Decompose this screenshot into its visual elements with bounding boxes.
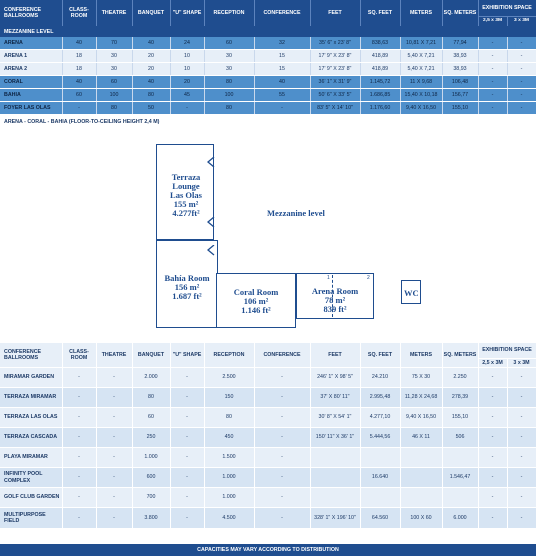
cell-u-shape: - — [170, 508, 204, 529]
arena-area-m2: 78 m² — [324, 295, 346, 305]
cell-sq-meters: 38,93 — [442, 63, 478, 76]
cell-u-shape: - — [170, 448, 204, 468]
cell-exh-large: - — [507, 368, 536, 388]
cell-reception: 80 — [204, 102, 254, 115]
cell-exh-small: - — [478, 368, 507, 388]
cell-sq-feet: 64.560 — [360, 508, 400, 529]
cell-feet: 246' 1" X 98' 5" — [310, 368, 360, 388]
cell-u-shape: 24 — [170, 37, 204, 50]
terraza-area-ft2: 4.277ft² — [172, 208, 200, 218]
cell-feet: 36' 1" X 31' 9" — [310, 76, 360, 89]
cell-exh-large: - — [507, 408, 536, 428]
cell-name: PLAYA MIRAMAR — [0, 448, 62, 468]
cell-feet — [310, 468, 360, 488]
cell-sq-feet: 418,89 — [360, 63, 400, 76]
bahia-label — [156, 274, 218, 301]
cell-conference: - — [254, 508, 310, 529]
cell-banquet: 2.000 — [132, 368, 170, 388]
cell-name: ARENA 2 — [0, 63, 62, 76]
bottom-header-reception: RECEPTION — [204, 343, 254, 368]
cell-reception: 80 — [204, 76, 254, 89]
bottom-header-theatre: THEATRE — [96, 343, 132, 368]
cell-exh-small: - — [478, 408, 507, 428]
header-banquet: BANQUET — [132, 0, 170, 26]
cell-reception: 100 — [204, 89, 254, 102]
bottom-header-exh-small: 2,5 x 3M — [478, 359, 507, 368]
cell-classroom: - — [62, 468, 96, 488]
cell-reception: 450 — [204, 428, 254, 448]
mezzanine-row — [0, 63, 536, 76]
bottom-header-sq-meters: SQ. METERS — [442, 343, 478, 368]
cell-sq-meters: 155,10 — [442, 102, 478, 115]
cell-classroom: - — [62, 508, 96, 529]
cell-reception: 4.500 — [204, 508, 254, 529]
cell-u-shape: 10 — [170, 63, 204, 76]
mezzanine-row — [0, 37, 536, 50]
cell-exh-small: - — [478, 37, 507, 50]
cell-meters: 15,40 X 10,18 — [400, 89, 442, 102]
section-mezzanine-level: MEZZANINE LEVEL — [0, 26, 536, 37]
cell-sq-meters: 2.250 — [442, 368, 478, 388]
cell-feet: 37' X 80' 11" — [310, 388, 360, 408]
cell-reception: 60 — [204, 37, 254, 50]
header-theatre: THEATRE — [96, 0, 132, 26]
cell-name: GOLF CLUB GARDEN — [0, 488, 62, 508]
capacities-footnote: CAPACITIES MAY VARY ACCORDING TO DISTRIBUTION — [0, 544, 536, 556]
cell-name: ARENA 1 — [0, 50, 62, 63]
cell-feet: 30' 8" X 54' 1" — [310, 408, 360, 428]
cell-exh-small: - — [478, 488, 507, 508]
cell-reception: 30 — [204, 50, 254, 63]
arena-section-2: 2 — [367, 275, 370, 281]
cell-exh-small: - — [478, 50, 507, 63]
cell-theatre: - — [96, 448, 132, 468]
header-u-shape: "U" SHAPE — [170, 0, 204, 26]
cell-exh-large: - — [507, 448, 536, 468]
cell-meters: 11 X 9,68 — [400, 76, 442, 89]
coral-area-m2: 106 m² — [243, 296, 269, 306]
cell-sq-meters: 77,94 — [442, 37, 478, 50]
cell-classroom: - — [62, 488, 96, 508]
cell-exh-large: - — [507, 508, 536, 529]
cell-banquet: 250 — [132, 428, 170, 448]
cell-banquet: 40 — [132, 76, 170, 89]
header-classroom: CLASS-ROOM — [62, 0, 96, 26]
cell-classroom: 18 — [62, 50, 96, 63]
header-reception: RECEPTION — [204, 0, 254, 26]
cell-theatre: - — [96, 488, 132, 508]
cell-name: FOYER LAS OLAS — [0, 102, 62, 115]
cell-feet: 17' 9" X 23' 8" — [310, 50, 360, 63]
venue-row — [0, 508, 536, 529]
cell-exh-small: - — [478, 428, 507, 448]
cell-sq-feet — [360, 448, 400, 468]
cell-theatre: - — [96, 368, 132, 388]
cell-exh-small: - — [478, 468, 507, 488]
header-feet: FEET — [310, 0, 360, 26]
cell-u-shape: 10 — [170, 50, 204, 63]
terraza-name-1: Terraza — [171, 172, 201, 182]
cell-banquet: 700 — [132, 488, 170, 508]
cell-sq-feet: 1.176,60 — [360, 102, 400, 115]
cell-theatre: - — [96, 408, 132, 428]
cell-exh-large: - — [507, 468, 536, 488]
cell-reception: 150 — [204, 388, 254, 408]
cell-name: TERRAZA CASCADA — [0, 428, 62, 448]
cell-exh-small: - — [478, 388, 507, 408]
cell-reception: 2.500 — [204, 368, 254, 388]
cell-exh-large: - — [507, 37, 536, 50]
coral-area-ft2: 1.146 ft² — [241, 305, 271, 315]
cell-theatre: 80 — [96, 102, 132, 115]
arena-area-ft2: 839 ft² — [323, 304, 347, 314]
venue-row — [0, 488, 536, 508]
cell-meters — [400, 448, 442, 468]
cell-sq-feet: 4.277,10 — [360, 408, 400, 428]
cell-classroom: - — [62, 428, 96, 448]
cell-banquet: 80 — [132, 89, 170, 102]
bottom-header-exhibition-space: EXHIBITION SPACE — [478, 343, 536, 359]
cell-meters — [400, 468, 442, 488]
cell-meters — [400, 488, 442, 508]
cell-exh-small: - — [478, 76, 507, 89]
cell-banquet: 600 — [132, 468, 170, 488]
cell-feet — [310, 448, 360, 468]
cell-u-shape: - — [170, 468, 204, 488]
mezzanine-row — [0, 76, 536, 89]
bottom-header-u-shape: "U" SHAPE — [170, 343, 204, 368]
cell-reception: 1.000 — [204, 468, 254, 488]
cell-classroom: - — [62, 102, 96, 115]
cell-classroom: 40 — [62, 37, 96, 50]
cell-theatre: - — [96, 468, 132, 488]
cell-name: CORAL — [0, 76, 62, 89]
cell-sq-meters — [442, 488, 478, 508]
cell-name: MIRAMAR GARDEN — [0, 368, 62, 388]
cell-sq-meters: 156,77 — [442, 89, 478, 102]
arena-name: Arena Room — [311, 286, 359, 296]
cell-classroom: - — [62, 388, 96, 408]
wc-label: WC — [404, 288, 419, 298]
cell-u-shape: - — [170, 368, 204, 388]
cell-classroom: - — [62, 368, 96, 388]
cell-conference: 55 — [254, 89, 310, 102]
cell-meters: 11,28 X 24,68 — [400, 388, 442, 408]
bottom-header-ballrooms: CONFERENCE BALLROOMS — [0, 343, 62, 368]
terraza-name-2: Lounge — [172, 181, 200, 191]
cell-meters: 5,40 X 7,21 — [400, 63, 442, 76]
venue-row — [0, 448, 536, 468]
cell-exh-small: - — [478, 63, 507, 76]
outdoor-capacity-table — [0, 343, 536, 529]
cell-banquet: 60 — [132, 408, 170, 428]
cell-banquet: 1.000 — [132, 448, 170, 468]
cell-exh-large: - — [507, 76, 536, 89]
cell-banquet: 20 — [132, 63, 170, 76]
cell-classroom: 60 — [62, 89, 96, 102]
cell-sq-feet: 2.995,48 — [360, 388, 400, 408]
header-meters: METERS — [400, 0, 442, 26]
cell-exh-small: - — [478, 89, 507, 102]
cell-sq-meters: 106,48 — [442, 76, 478, 89]
cell-conference: - — [254, 388, 310, 408]
cell-name: BAHIA — [0, 89, 62, 102]
cell-conference: - — [254, 368, 310, 388]
cell-exh-large: - — [507, 63, 536, 76]
mezzanine-floor-plan — [0, 137, 536, 343]
mezzanine-row — [0, 50, 536, 63]
mezzanine-row — [0, 89, 536, 102]
cell-sq-meters: 6.000 — [442, 508, 478, 529]
cell-exh-large: - — [507, 488, 536, 508]
coral-label — [216, 288, 296, 315]
venue-row — [0, 388, 536, 408]
cell-theatre: - — [96, 388, 132, 408]
bottom-header-exh-large: 3 x 3M — [507, 359, 536, 368]
terraza-name-3: Las Olas — [170, 190, 202, 200]
cell-banquet: 40 — [132, 37, 170, 50]
cell-banquet: 3.800 — [132, 508, 170, 529]
cell-name: TERRAZA LAS OLAS — [0, 408, 62, 428]
cell-exh-large: - — [507, 50, 536, 63]
bahia-zigzag-edge — [206, 245, 220, 259]
cell-exh-small: - — [478, 102, 507, 115]
cell-theatre: 100 — [96, 89, 132, 102]
coral-name: Coral Room — [233, 287, 279, 297]
cell-conference: - — [254, 408, 310, 428]
header-exh-small: 2,5 x 3M — [478, 17, 507, 27]
cell-sq-meters: 1.546,47 — [442, 468, 478, 488]
cell-name: INFINITY POOL COMPLEX — [0, 468, 62, 488]
cell-sq-meters: 278,39 — [442, 388, 478, 408]
cell-u-shape: - — [170, 408, 204, 428]
cell-sq-feet: 5.444,56 — [360, 428, 400, 448]
venue-row — [0, 408, 536, 428]
cell-sq-meters: 38,93 — [442, 50, 478, 63]
cell-theatre: 30 — [96, 63, 132, 76]
bottom-header-banquet: BANQUET — [132, 343, 170, 368]
cell-conference: - — [254, 102, 310, 115]
cell-sq-feet — [360, 488, 400, 508]
cell-name: TERRAZA MIRAMAR — [0, 388, 62, 408]
terraza-area-m2: 155 m² — [173, 199, 199, 209]
cell-sq-feet: 418,89 — [360, 50, 400, 63]
cell-feet: 35' 6" x 23' 8" — [310, 37, 360, 50]
cell-name: MULTIPURPOSE FIELD — [0, 508, 62, 529]
cell-meters: 9,40 X 16,50 — [400, 102, 442, 115]
cell-conference: 15 — [254, 63, 310, 76]
cell-feet: 83' 5" X 14' 10" — [310, 102, 360, 115]
cell-sq-feet: 838,63 — [360, 37, 400, 50]
arena-section-1: 1 — [327, 275, 330, 281]
bottom-header-classroom: CLASS-ROOM — [62, 343, 96, 368]
cell-theatre: - — [96, 428, 132, 448]
cell-meters: 9,40 X 16,50 — [400, 408, 442, 428]
cell-reception: 30 — [204, 63, 254, 76]
mezzanine-capacity-table — [0, 0, 536, 128]
bottom-header-meters: METERS — [400, 343, 442, 368]
cell-sq-feet: 24.210 — [360, 368, 400, 388]
cell-conference: - — [254, 428, 310, 448]
cell-feet: 150' 11" X 36' 1" — [310, 428, 360, 448]
cell-meters: 46 X 11 — [400, 428, 442, 448]
cell-sq-feet: 1.686,85 — [360, 89, 400, 102]
cell-feet — [310, 488, 360, 508]
cell-classroom: - — [62, 448, 96, 468]
cell-meters: 100 X 60 — [400, 508, 442, 529]
cell-u-shape: - — [170, 488, 204, 508]
cell-exh-large: - — [507, 102, 536, 115]
cell-sq-meters — [442, 448, 478, 468]
header-sq-feet: SQ. FEET — [360, 0, 400, 26]
cell-theatre: 60 — [96, 76, 132, 89]
header-exhibition-space: EXHIBITION SPACE — [478, 0, 536, 17]
mezzanine-level-label: Mezzanine level — [267, 208, 325, 218]
cell-conference: 15 — [254, 50, 310, 63]
cell-exh-large: - — [507, 388, 536, 408]
header-sq-meters: SQ. METERS — [442, 0, 478, 26]
cell-u-shape: - — [170, 102, 204, 115]
cell-conference: - — [254, 488, 310, 508]
cell-meters: 10,81 X 7,21 — [400, 37, 442, 50]
cell-sq-meters: 155,10 — [442, 408, 478, 428]
terraza-label — [160, 173, 212, 218]
cell-sq-meters: 506 — [442, 428, 478, 448]
arena-label — [296, 287, 374, 314]
bottom-header-sq-feet: SQ. FEET — [360, 343, 400, 368]
bottom-header-conference: CONFERENCE — [254, 343, 310, 368]
cell-theatre: 30 — [96, 50, 132, 63]
cell-classroom: - — [62, 408, 96, 428]
cell-banquet: 50 — [132, 102, 170, 115]
cell-classroom: 40 — [62, 76, 96, 89]
cell-exh-large: - — [507, 89, 536, 102]
cell-sq-feet: 1.145,72 — [360, 76, 400, 89]
cell-conference: - — [254, 468, 310, 488]
venue-row — [0, 368, 536, 388]
cell-meters: 5,40 X 7,21 — [400, 50, 442, 63]
cell-meters: 75 X 30 — [400, 368, 442, 388]
cell-theatre: 70 — [96, 37, 132, 50]
header-ballrooms: CONFERENCE BALLROOMS — [0, 0, 62, 26]
cell-conference: 32 — [254, 37, 310, 50]
cell-conference: - — [254, 448, 310, 468]
cell-exh-small: - — [478, 448, 507, 468]
venue-row — [0, 428, 536, 448]
cell-banquet: 20 — [132, 50, 170, 63]
header-conference: CONFERENCE — [254, 0, 310, 26]
cell-classroom: 18 — [62, 63, 96, 76]
cell-u-shape: 20 — [170, 76, 204, 89]
venue-row — [0, 468, 536, 488]
cell-reception: 1.000 — [204, 488, 254, 508]
cell-name: ARENA — [0, 37, 62, 50]
cell-u-shape: - — [170, 388, 204, 408]
bahia-area-m2: 156 m² — [174, 282, 200, 292]
cell-feet: 17' 9" X 23' 8" — [310, 63, 360, 76]
bahia-name: Bahía Room — [164, 273, 210, 283]
cell-exh-large: - — [507, 428, 536, 448]
cell-sq-feet: 16.640 — [360, 468, 400, 488]
mezzanine-row — [0, 102, 536, 115]
cell-reception: 80 — [204, 408, 254, 428]
cell-feet: 328' 1" X 196' 10" — [310, 508, 360, 529]
bahia-area-ft2: 1.687 ft² — [172, 291, 202, 301]
cell-u-shape: - — [170, 428, 204, 448]
cell-feet: 50' 6" X 33' 5" — [310, 89, 360, 102]
cell-exh-small: - — [478, 508, 507, 529]
cell-u-shape: 45 — [170, 89, 204, 102]
cell-theatre: - — [96, 508, 132, 529]
header-exh-large: 3 x 3M — [507, 17, 536, 27]
cell-banquet: 80 — [132, 388, 170, 408]
bottom-header-feet: FEET — [310, 343, 360, 368]
cell-reception: 1.500 — [204, 448, 254, 468]
top-table-footnote: ARENA - CORAL - BAHIA (FLOOR-TO-CEILING HEIGHT 2,4 M) — [0, 115, 536, 129]
cell-conference: 40 — [254, 76, 310, 89]
